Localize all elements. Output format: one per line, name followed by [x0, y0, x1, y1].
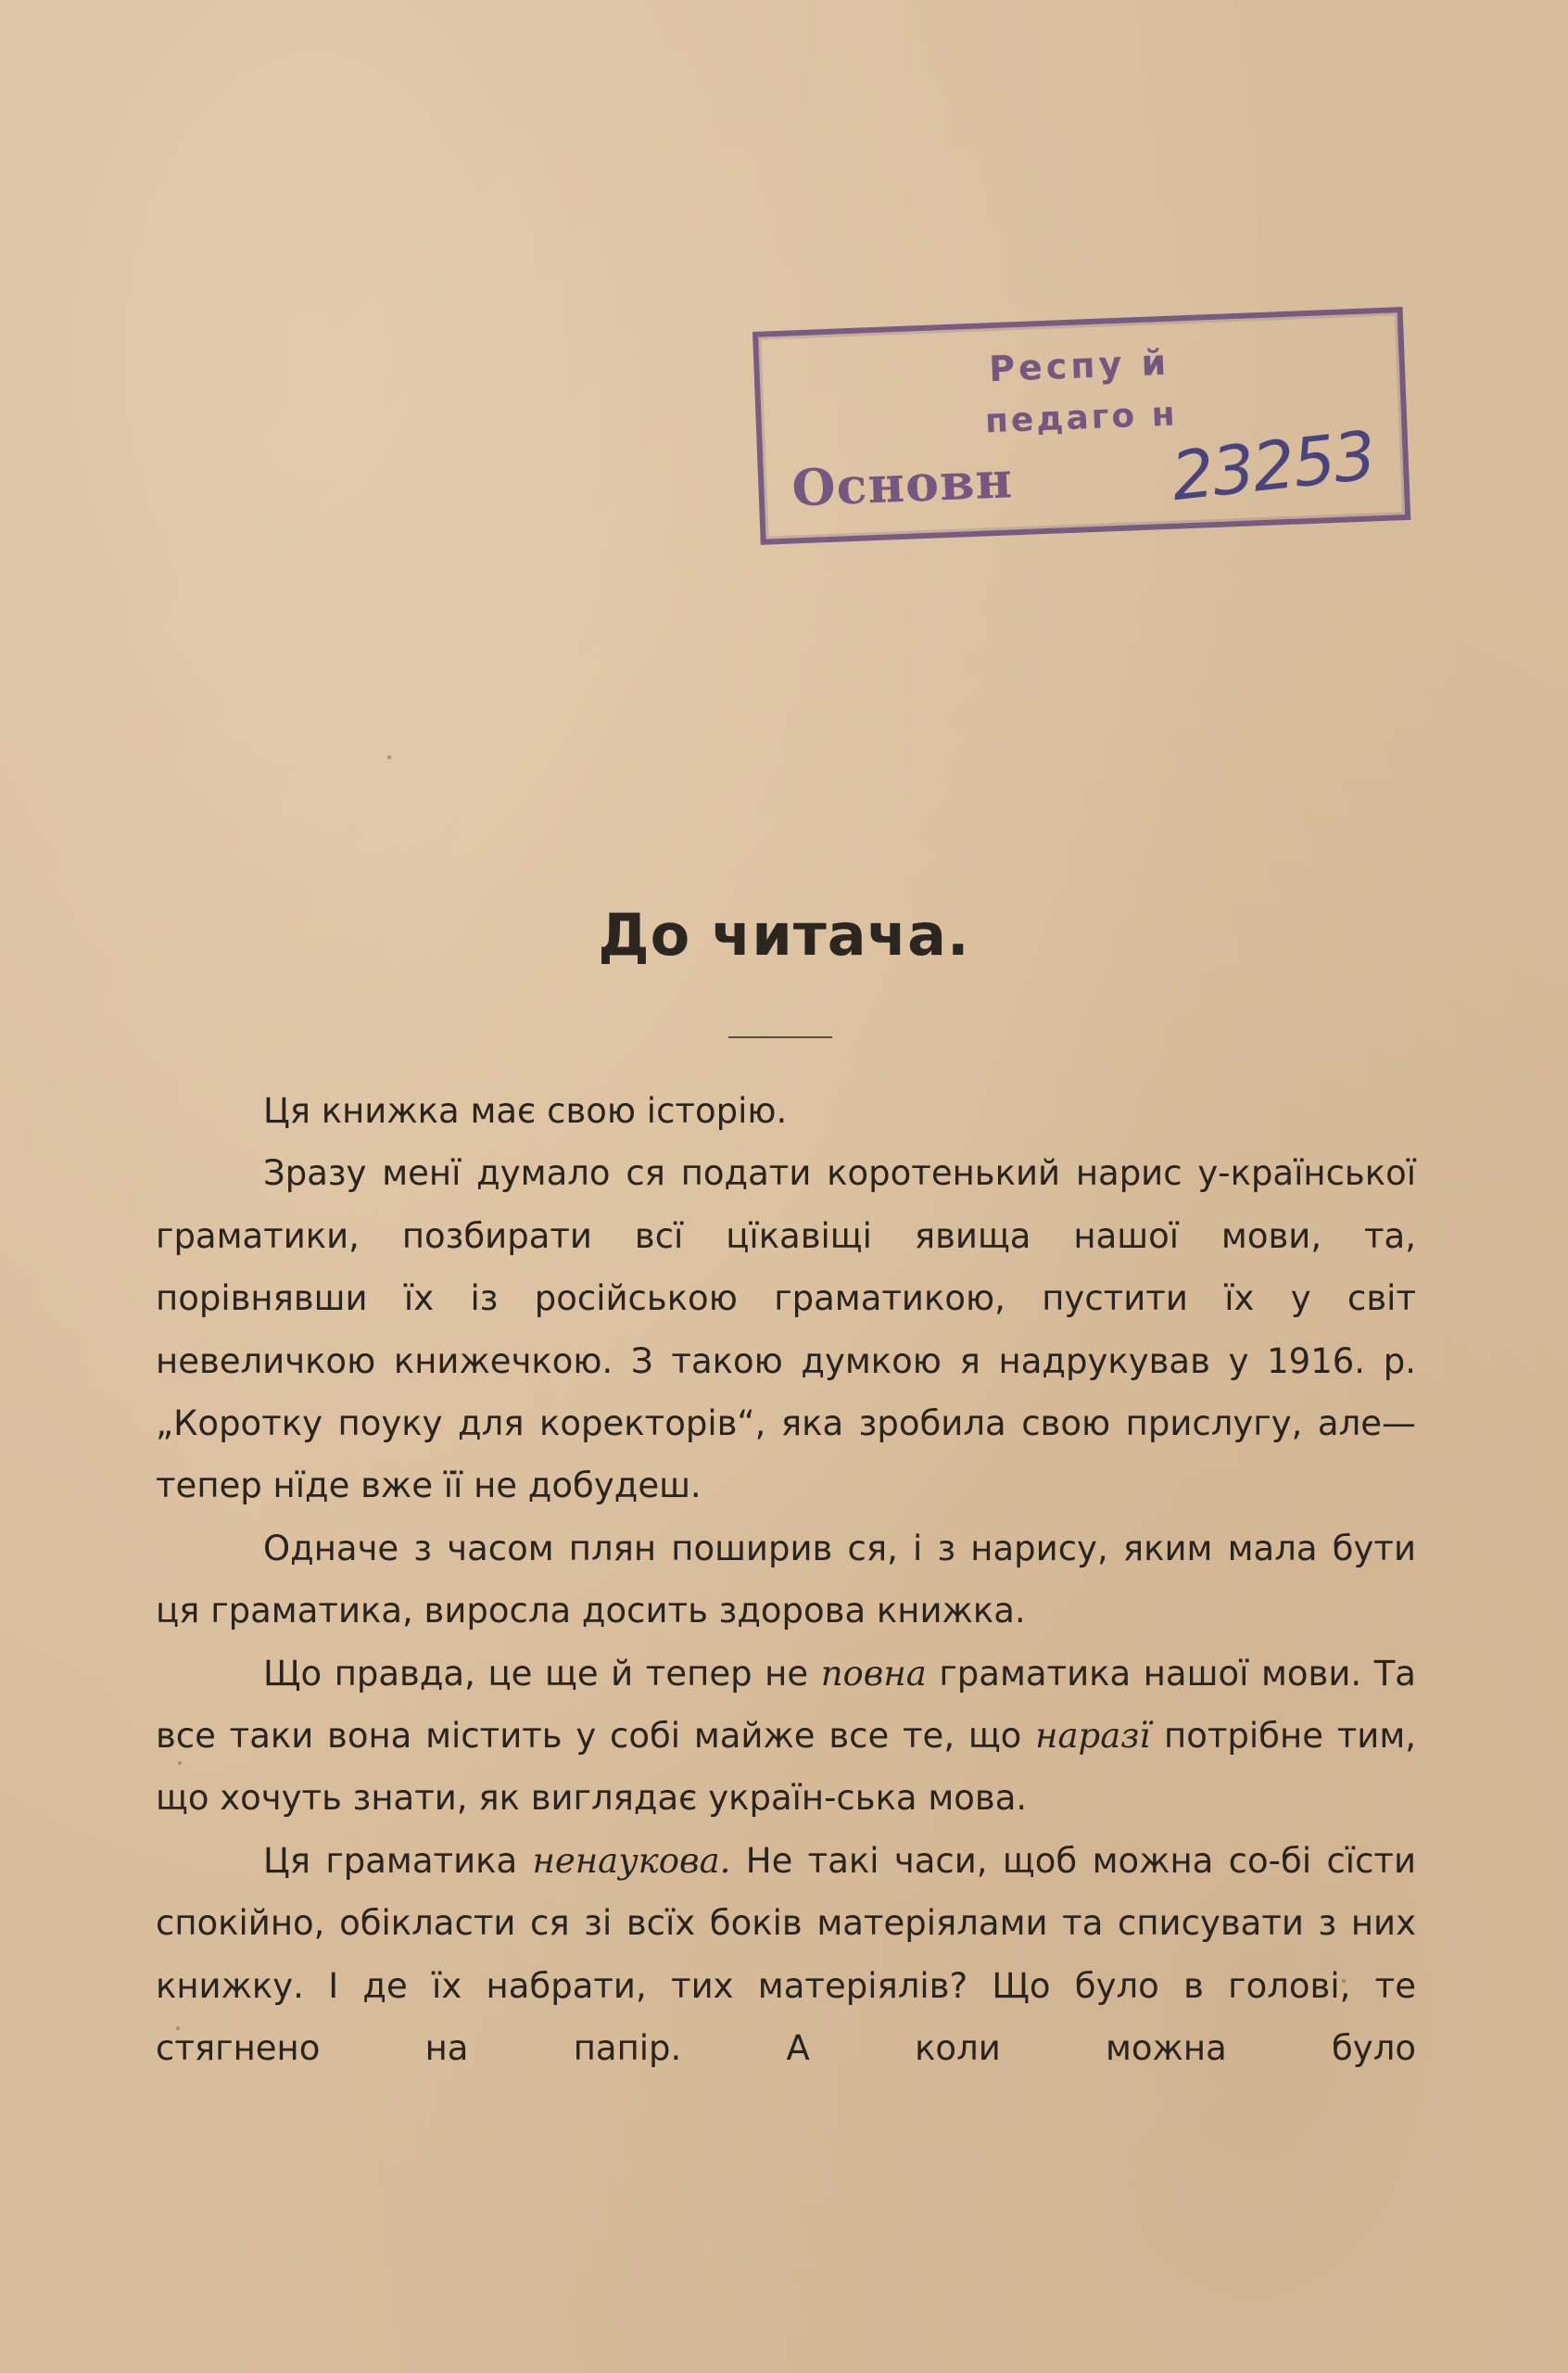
stamp-line-2: педаго н: [984, 395, 1179, 441]
text-run: Зразу менї думало ся подати коротенький нарис у-країнської граматики, позбирати всї цїкавіщі явища нашої мови, та, порівнявши їх із російською граматикою, пустити їх у світ невеличкою книжечкою. З такою думкою я надрукував у 1916. р. „Коротку поуку для коректорів“, яка зробила свою прислугу, але—тепер нїде вже її не добудеш.: [156, 1153, 1416, 1506]
paragraph: [156, 1142, 1416, 1516]
paragraph: [156, 1643, 1416, 1830]
page-title: До читача.: [598, 901, 970, 969]
italic-emphasis: наразї: [1035, 1716, 1151, 1757]
text-run: Ця граматика: [263, 1840, 533, 1881]
stamp-line-3: Основн: [790, 450, 1015, 518]
paper-speck: [178, 1761, 182, 1765]
title-divider: [728, 1036, 832, 1038]
stamp-line-1: Респу й: [988, 341, 1170, 390]
paper-speck: [176, 2026, 180, 2030]
paragraph: [156, 1080, 1416, 1142]
text-run: Не такі часи, щоб можна со-бі сїсти спокійно, обікласти ся зі всїх боків матеріялами та списувати з них книжку. І де їх набрати, тих матеріялів? Що було в голові, те стягнено на папір. А коли можна було: [156, 1840, 1417, 2069]
italic-emphasis: ненаукова.: [532, 1840, 731, 1881]
text-run: Ця книжка має свою історію.: [263, 1091, 788, 1131]
text-run: Одначе з часом плян поширив ся, і з нарису, яким мала бути ця граматика, виросла досить здорова книжка.: [156, 1528, 1416, 1631]
paragraph: [156, 1830, 1416, 2080]
paper-speck: [387, 755, 391, 759]
text-run: Що правда, це ще й тепер не: [263, 1653, 821, 1694]
paragraph: [156, 1517, 1416, 1643]
body-text: [156, 1080, 1416, 2080]
text-run: граматика нашої мови. Та все таки вона містить у собі майже все те, що: [156, 1653, 1416, 1757]
italic-emphasis: повна: [820, 1653, 927, 1694]
paper-speck: [1342, 1979, 1346, 1983]
library-stamp: [752, 307, 1410, 545]
stamp-handwritten-number: 23253: [1168, 415, 1378, 516]
text-run: потрібне тим, що хочуть знати, як виглядає україн-ська мова.: [156, 1716, 1416, 1819]
